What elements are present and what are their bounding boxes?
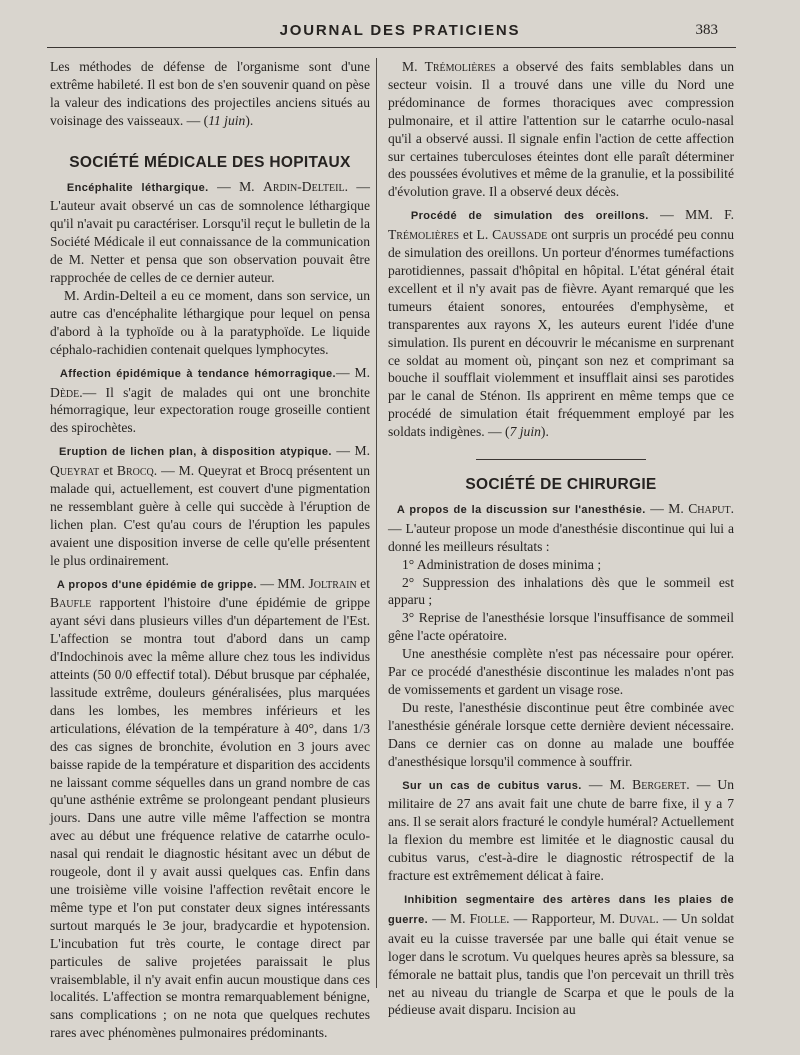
date-end: ). — [540, 424, 549, 440]
article-text: ont surpris un procédé peu connu de simulation des oreillons. Un porteur d'énormes tuméfactions parotidiennes, passait d'hôpital en hôpital. L'état général était excellent et il n'y avait pas de fièvre. Ayant remarqué que les tumeurs étaient sonores, entourées d'emphysème, et transparentes aux rayons X, les auteurs eurent l'idée d'une simulation. Ils purent en découvrir le mécanisme en surprenant ce soldat au moment où, pinçant son nez et comprimant sa bouche il soufflait violemment et insufflait ainsi ses parotides par le canal de Sténon. Ils apprirent en même temps que ce procédé de simulation était fréquemment employé par les soldats indigènes. — ( — [388, 227, 734, 440]
article-oreillons — [388, 206, 734, 441]
article-continuation — [388, 58, 734, 201]
article-title: Encéphalite léthargique. — [66, 181, 209, 194]
intro-date: 11 juin — [208, 112, 246, 128]
intro-paragraph — [50, 58, 370, 130]
section-title-medicale: SOCIÉTÉ MÉDICALE DES HOPITAUX — [69, 153, 351, 171]
author-name: Brocq — [116, 463, 154, 479]
intro-text: Les méthodes de défense de l'organisme sont d'une extrême habileté. Il est bon de s'en souvenir quand on pèse la valeur des indications des projectiles anciens situés au voisinage des vaisseaux. — ( — [50, 59, 370, 128]
article-cubitus — [388, 776, 734, 885]
author-name: Trémolières — [424, 59, 496, 74]
author-name: Queyrat — [50, 463, 100, 479]
separator: — M. — [645, 500, 689, 516]
article-text: . — Un militaire de 27 ans avait fait une chute de barre fixe, il y a 7 ans. Il se serait alors fracturé le condyle huméral? Actuellement la flexion du membre est limitée et le diagnostic causal du cubitus varus, c'est-à-dire le diagnostic rétrospectif de la fracture est extrêmement délicat à faire. — [388, 776, 735, 884]
author-name: Ardin-Delteil — [263, 178, 345, 194]
article-text: . — M. Queyrat et Brocq présentent un malade qui, actuellement, est couvert d'une pigmentation ne ressemblant guère à celle qui succède à l'éruption de lichen plan. C'est qu'au cours de l'éruption les papules avaient une disposition inverse de celle qu'elle présentent le plus ordinairement. — [50, 463, 370, 568]
article-text: . — Un soldat avait eu la cuisse traversée par une balle qui était venue se loger dans le scrotum. Vu quelques heures après sa blessure, sa fémorale ne battait plus, tandis que l'on percevait un thrill très net au niveau du triangle de Scarpa et que le pouls de la pédieuse avait disparu. Incision au — [388, 910, 734, 1018]
rapporteur-label: . — Rapporteur, M. — [506, 910, 620, 926]
right-column — [388, 58, 734, 1019]
article-lichen — [50, 442, 370, 569]
prefix: M. — [402, 59, 425, 74]
author-name: Fiolle — [469, 910, 507, 926]
article-encephalite — [50, 178, 370, 287]
list-item: 2° Suppression des inhalations dès que le sommeil est apparu ; — [388, 574, 734, 608]
separator: — MM. — [256, 575, 309, 591]
article-text: . — L'auteur propose un mode d'anesthésie discontinue qui lui a donné les meilleurs résultats : — [388, 500, 734, 554]
author-name: Duval — [619, 910, 656, 926]
author-name: Bergeret — [632, 776, 687, 792]
article-paragraph: M. Ardin-Delteil a eu ce moment, dans son service, un autre cas d'encéphalite léthargique pour lequel on pensa d'abord à la typhoïde ou à la paratyphoïde. Le liquide céphalo-rachidien contenait quelques lymphocytes. — [50, 287, 370, 357]
conjunction: et — [99, 463, 117, 479]
article-grippe — [50, 575, 370, 1043]
column-divider — [376, 58, 377, 988]
separator: — M. — [581, 776, 633, 792]
conjunction: et L. — [459, 227, 493, 243]
article-date: 7 juin — [509, 424, 541, 440]
article-title: A propos d'une épidémie de grippe. — [56, 578, 257, 591]
separator: — M. — [331, 443, 371, 459]
author-name: Joltrain — [308, 575, 357, 591]
article-text: .— Il s'agit de malades qui ont une bronchite hémorragique, leur expectoration rouge groseille contient des spirochètes. — [50, 384, 370, 436]
article-paragraph: Une anesthésie complète n'est pas nécessaire pour opérer. Par ce procédé d'anesthésie discontinue les malades n'ont pas de vomissements et gardent un visage rose. — [388, 646, 734, 697]
intro-end: ). — [245, 112, 254, 128]
article-title: A propos de la discussion sur l'anesthésie. — [396, 503, 646, 516]
article-title: Inhibition segmentaire des artères dans les plaies de guerre. — [388, 893, 734, 926]
article-paragraph: Du reste, l'anesthésie discontinue peut être combinée avec l'anesthésie générale lorsque cette dernière devient nécessaire. Dans ce dernier cas on donne au malade une bouffée d'anesthésique lorsqu'il commence à souffrir. — [388, 699, 734, 769]
separator: — M. — [335, 364, 371, 380]
section-rule — [476, 459, 646, 460]
author-name: Baufle — [50, 595, 92, 611]
author-name: Chaput — [688, 500, 731, 516]
left-column — [50, 58, 370, 1042]
article-anesthesie — [388, 500, 734, 556]
article-title: Eruption de lichen plan, à disposition atypique. — [59, 446, 332, 459]
article-hemorragique — [50, 364, 370, 438]
article-inhibition — [388, 890, 734, 1019]
separator: — M. — [428, 910, 470, 926]
article-text: rapportent l'histoire d'une épidémie de grippe ayant sévi dans plusieurs villes d'un département de l'Est. L'affection se montra tout d'abord dans un camp d'Indochinois avec la même allure chez tous les individus atteints (50 0/0 effectif total). Début brusque par céphalée, lassitude extrême, douleurs généralisées, plus marquées dans les lombes, les membres inférieurs et les articulations, élévation de la température à 40°, dans 1/3 des cas signes de bronchite, évolution en 3 jours avec baisse rapide de la température et disparition des accidents ne laissant comme séquelles dans un grand nombre de cas qu'une asthénie extrême se prolongeant pendant plusieurs jours. Dans une autre ville même l'affection se montra avec au début une fréquence relative de catarrhe oculo-nasal qui rendait le diagnostic hésitant avec un début de rougeole, dont il y avait aussi quelques cas. Enfin dans une troisième ville voisine l'affection revêtait encore le même type et l'on put constater deux signes intéressants surtout marqués le 3e jour, bradycardie et hypotension. L'incubation fut très courte, le contage direct par particules de salive projetées paraissait le plus vraisemblable, il n'y avait enfin aucun moustique dans ces localités. L'affection se montra remarquablement bénigne, sans complications ; on ne nota que quelques rechutes rares avec phénomènes pulmonaires prédominants. — [50, 595, 370, 1041]
article-title: Affection épidémique à tendance hémorragique. — [59, 367, 336, 380]
separator: — MM. F. — [648, 207, 735, 223]
article-title: Procédé de simulation des oreillons. — [410, 210, 649, 223]
running-header: JOURNAL DES PRATICIENS — [279, 22, 521, 39]
article-title: Sur un cas de cubitus varus. — [402, 779, 582, 792]
separator: — M. — [208, 178, 264, 194]
conjunction: et — [356, 575, 370, 591]
author-name: Dède — [50, 384, 80, 400]
author-name: Caussade — [492, 227, 548, 243]
page-number: 383 — [695, 22, 718, 38]
section-title-chirurgie: SOCIÉTÉ DE CHIRURGIE — [465, 476, 657, 494]
list-item: 3° Reprise de l'anesthésie lorsque l'insuffisance de sommeil gêne l'acte opératoire. — [388, 610, 734, 644]
list-item: 1° Administration de doses minima ; — [402, 556, 602, 572]
article-text: a observé des faits semblables dans un secteur voisin. Il a trouvé dans une ville du Nord une prédominance de formes thoraciques avec compression pulmonaire, et il attire l'attention sur le catarrhe oculo-nasal qu'il a observé aussi. Il signale enfin l'action de cette affection sur certaines tuberculoses éteintes dont elle paraît déterminer des poussées évolutives et même de la granulie, et la possibilité d'évolution grave. Il a observé deux décès. — [388, 59, 734, 200]
author-name: Trémolières — [388, 227, 460, 243]
article-text: . — L'auteur avait observé un cas de somnolence léthargique qu'il n'avait pu caractériser. Lorsqu'il reçut le bulletin de la Société Médicale il eut connaissance de la communication de M. Netter et pensa que son observation pouvait être rapprochée de celles de ce dernier auteur. — [50, 178, 370, 286]
header-rule — [47, 47, 736, 48]
